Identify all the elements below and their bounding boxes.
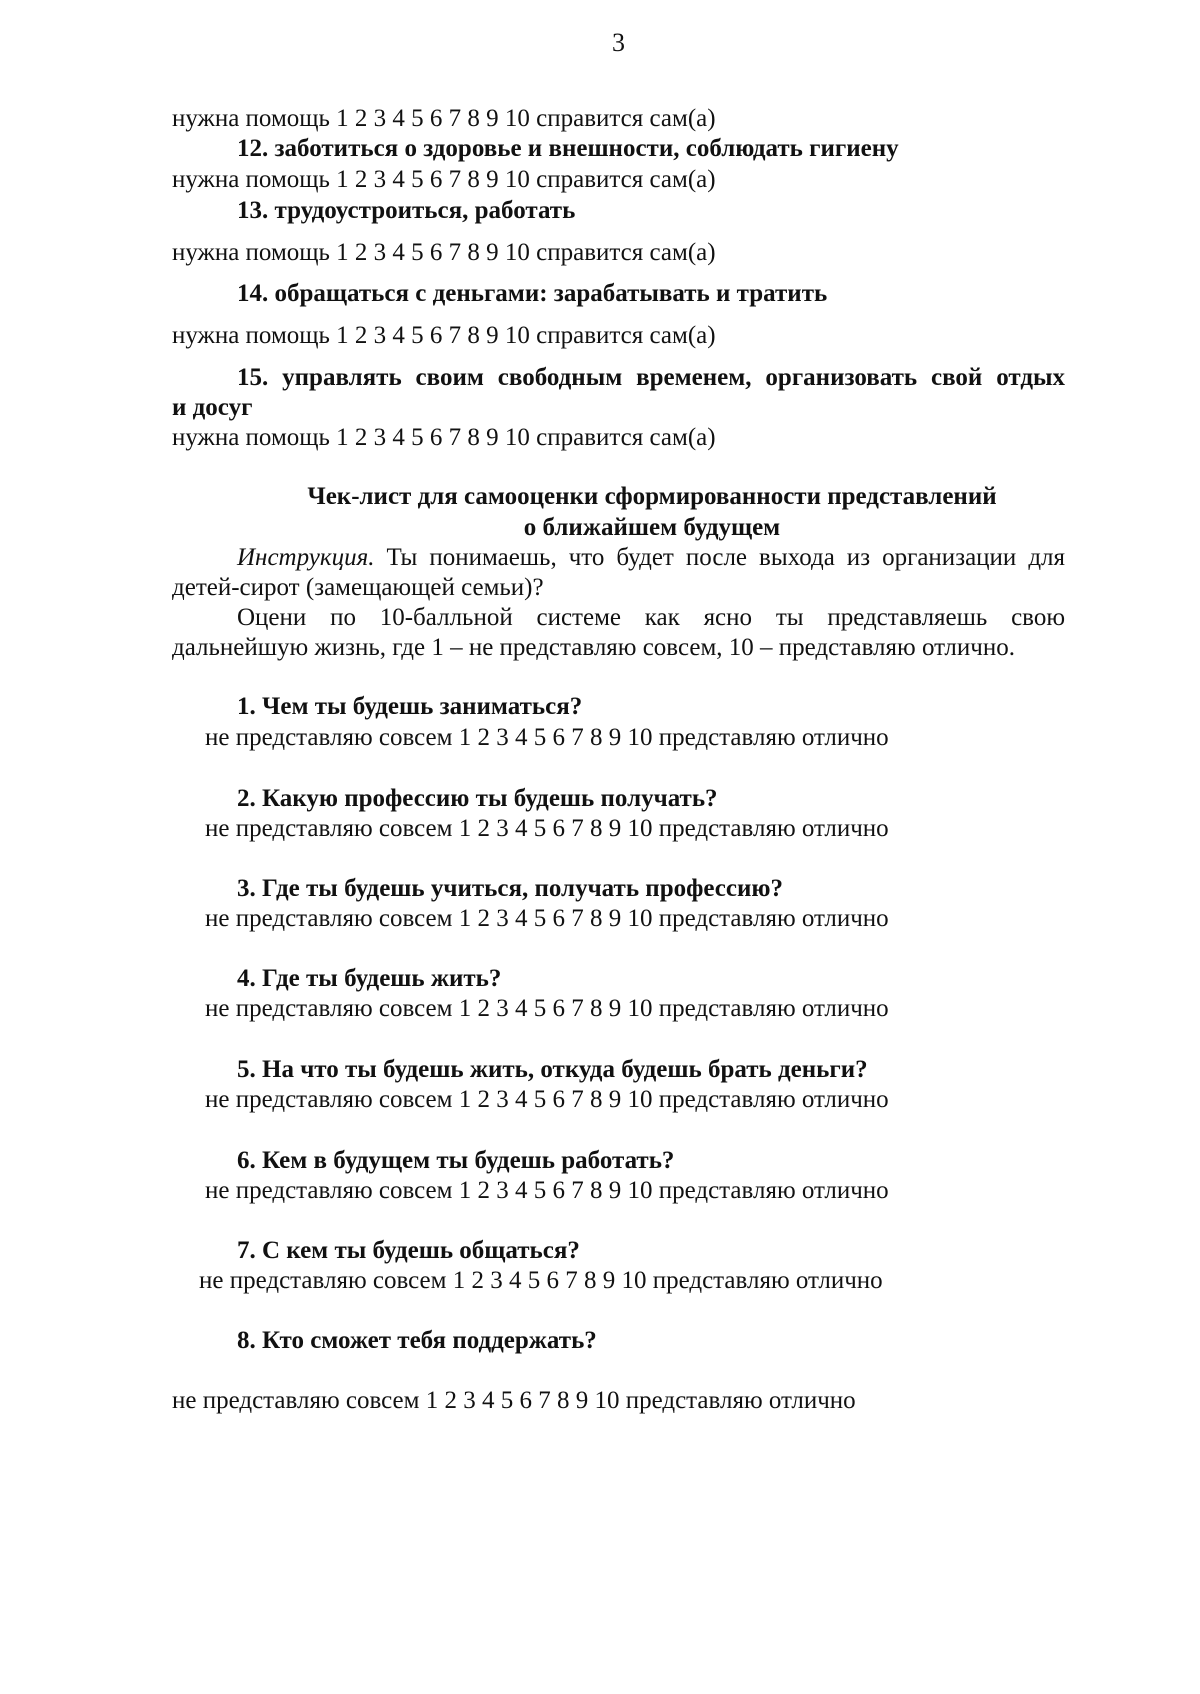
checklist-title-line2: о ближайшем будущем <box>523 514 781 541</box>
rating-scale-line: нужна помощь 1 2 3 4 5 6 7 8 9 10 справится сам(а) <box>172 239 716 266</box>
question-1: 1. Чем ты будешь заниматься? <box>237 693 583 720</box>
scale-line-5: не представляю совсем 1 2 3 4 5 6 7 8 9 10 представляю отлично <box>205 1086 889 1113</box>
scale-line-2: не представляю совсем 1 2 3 4 5 6 7 8 9 10 представляю отлично <box>205 815 889 842</box>
scale-line-4: не представляю совсем 1 2 3 4 5 6 7 8 9 10 представляю отлично <box>205 995 889 1022</box>
question-7: 7. С кем ты будешь общаться? <box>237 1237 580 1264</box>
scale-line-1: не представляю совсем 1 2 3 4 5 6 7 8 9 10 представляю отлично <box>205 724 889 751</box>
rating-instruction-line2: дальнейшую жизнь, где 1 – не представляю совсем, 10 – представляю отлично. <box>172 634 1015 661</box>
question-8: 8. Кто сможет тебя поддержать? <box>237 1327 597 1354</box>
question-3: 3. Где ты будешь учиться, получать профессию? <box>237 875 783 902</box>
scale-line-8: не представляю совсем 1 2 3 4 5 6 7 8 9 10 представляю отлично <box>172 1387 856 1414</box>
rating-scale-line: нужна помощь 1 2 3 4 5 6 7 8 9 10 справится сам(а) <box>172 105 716 132</box>
page-number: 3 <box>612 28 625 57</box>
question-4: 4. Где ты будешь жить? <box>237 965 502 992</box>
instruction-line1 <box>237 543 1065 573</box>
scale-line-7: не представляю совсем 1 2 3 4 5 6 7 8 9 10 представляю отлично <box>199 1267 883 1294</box>
question-2: 2. Какую профессию ты будешь получать? <box>237 785 718 812</box>
checklist-title-line1: Чек-лист для самооценки сформированности представлений <box>307 483 997 510</box>
rating-scale-line: нужна помощь 1 2 3 4 5 6 7 8 9 10 справится сам(а) <box>172 322 716 349</box>
instruction-line2: детей-сирот (замещающей семьи)? <box>172 574 544 601</box>
item-heading-15-line1: 15. управлять своим свободным временем, организовать свой отдых <box>237 364 1065 391</box>
rating-instruction-line1: Оцени по 10-балльной системе как ясно ты представляешь свою <box>237 604 1065 631</box>
question-5: 5. На что ты будешь жить, откуда будешь брать деньги? <box>237 1056 868 1083</box>
item-heading-15-line2: и досуг <box>172 394 253 421</box>
rating-scale-line: нужна помощь 1 2 3 4 5 6 7 8 9 10 справится сам(а) <box>172 166 716 193</box>
item-heading-12: 12. заботиться о здоровье и внешности, соблюдать гигиену <box>237 135 899 162</box>
scale-line-6: не представляю совсем 1 2 3 4 5 6 7 8 9 10 представляю отлично <box>205 1177 889 1204</box>
rating-scale-line: нужна помощь 1 2 3 4 5 6 7 8 9 10 справится сам(а) <box>172 424 716 451</box>
instruction-label: Инструкция. <box>237 544 375 571</box>
item-heading-14: 14. обращаться с деньгами: зарабатывать и тратить <box>237 280 828 307</box>
instruction-text: Ты понимаешь, что будет после выхода из организации для <box>386 544 1066 571</box>
scale-line-3: не представляю совсем 1 2 3 4 5 6 7 8 9 10 представляю отлично <box>205 905 889 932</box>
item-heading-13: 13. трудоустроиться, работать <box>237 197 576 224</box>
question-6: 6. Кем в будущем ты будешь работать? <box>237 1147 675 1174</box>
